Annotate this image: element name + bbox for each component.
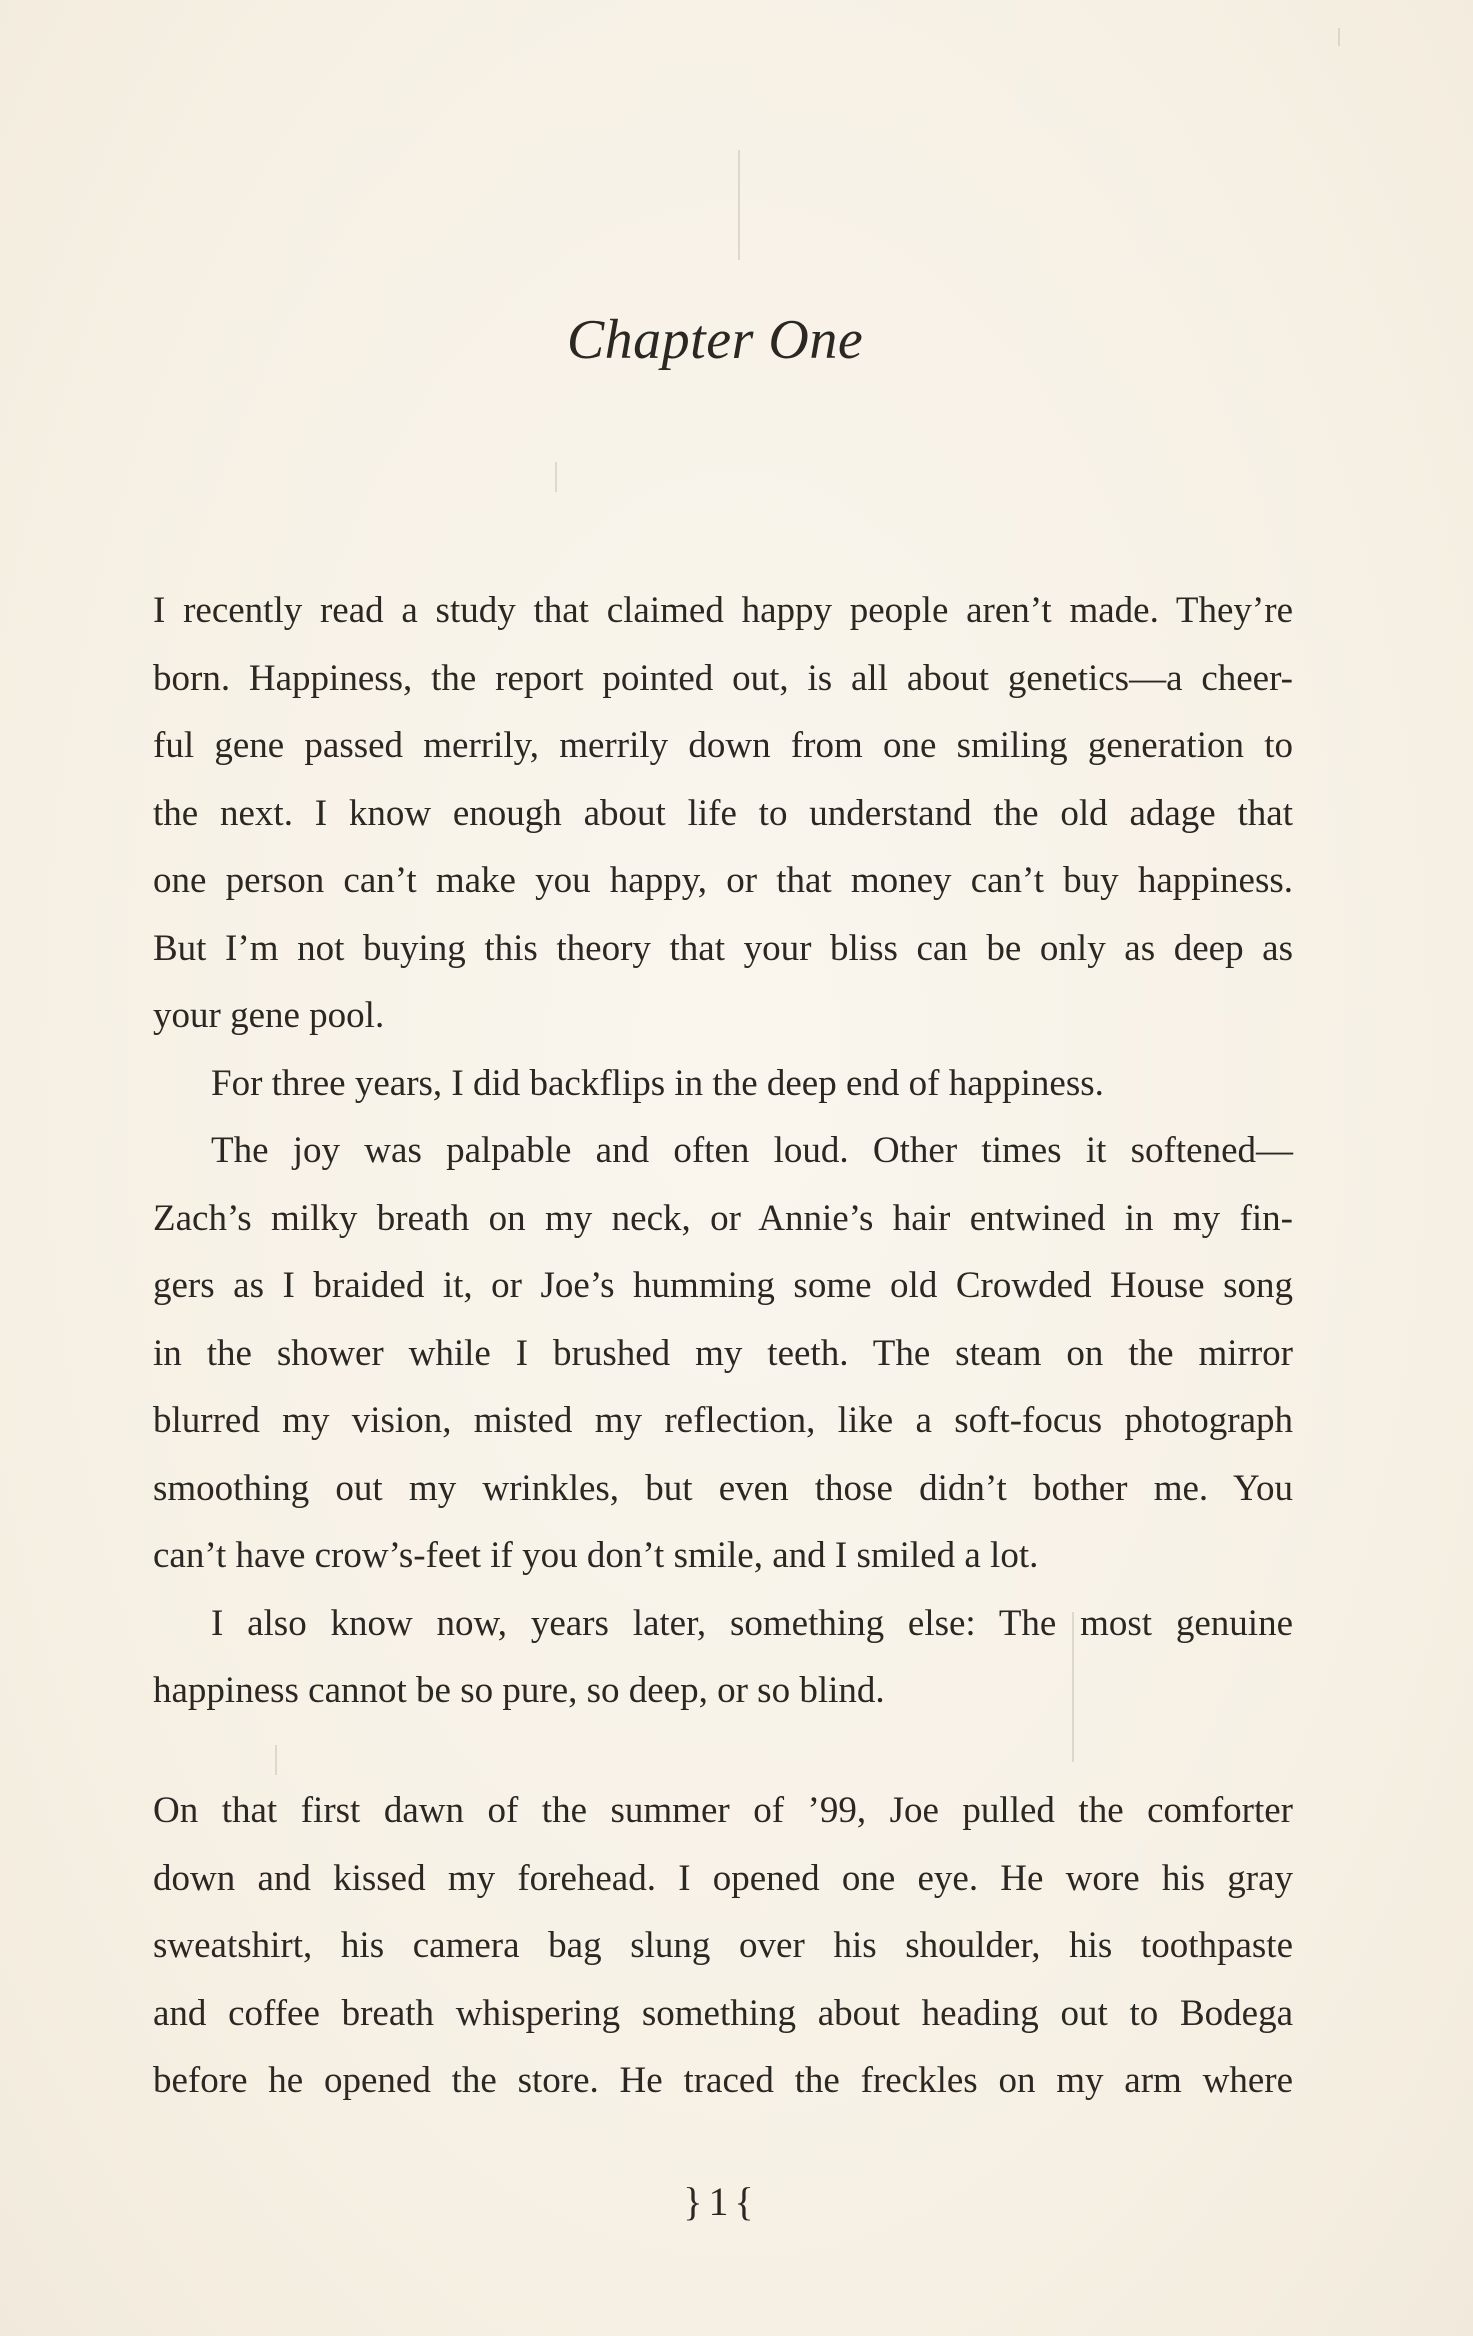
section-1-text (153, 577, 1293, 1725)
text-line: and coffee breath whispering something about heading out to Bodega (153, 1992, 1293, 2034)
text-line: the next. I know enough about life to understand the old adage that (153, 792, 1293, 834)
text-line: before he opened the store. He traced the freckles on my arm where (153, 2060, 1293, 2101)
page-number: }1{ (683, 2179, 760, 2224)
text-line: happiness cannot be so pure, so deep, or so blind. (153, 1670, 885, 1711)
text-line: gers as I braided it, or Joe’s humming some old Crowded House song (153, 1265, 1293, 1306)
scan-artifact (1338, 28, 1340, 46)
text-line: The joy was palpable and often loud. Other times it softened— (211, 1130, 1293, 1171)
text-line: sweatshirt, his camera bag slung over his shoulder, his toothpaste (153, 1925, 1293, 1966)
text-line: blurred my vision, misted my reflection, like a soft-focus photograph (153, 1400, 1293, 1441)
scan-artifact (275, 1745, 277, 1775)
text-line: I also know now, years later, something else: The most genuine (211, 1602, 1293, 1644)
chapter-title: Chapter One (566, 309, 864, 371)
scan-artifact (555, 462, 557, 492)
text-line: your gene pool. (153, 995, 385, 1036)
text-line: can’t have crow’s-feet if you don’t smile, and I smiled a lot. (153, 1535, 1039, 1576)
text-line: For three years, I did backflips in the deep end of happiness. (211, 1062, 1104, 1104)
text-line: smoothing out my wrinkles, but even those didn’t bother me. You (153, 1467, 1293, 1509)
text-line: one person can’t make you happy, or that money can’t buy happiness. (153, 860, 1293, 901)
scan-artifact (738, 150, 740, 260)
text-line: On that first dawn of the summer of ’99, Joe pulled the comforter (153, 1790, 1293, 1831)
text-line: born. Happiness, the report pointed out, is all about genetics—a cheer- (153, 657, 1293, 699)
text-line: ful gene passed merrily, merrily down from one smiling generation to (153, 725, 1293, 766)
text-line: down and kissed my forehead. I opened one eye. He wore his gray (153, 1857, 1293, 1899)
text-line: But I’m not buying this theory that your bliss can be only as deep as (153, 927, 1293, 969)
section-2-text (153, 1777, 1293, 2115)
text-line: I recently read a study that claimed happy people aren’t made. They’re (153, 590, 1293, 631)
text-line: Zach’s milky breath on my neck, or Annie’s hair entwined in my fin- (153, 1197, 1293, 1239)
text-line: in the shower while I brushed my teeth. The steam on the mirror (153, 1332, 1293, 1374)
